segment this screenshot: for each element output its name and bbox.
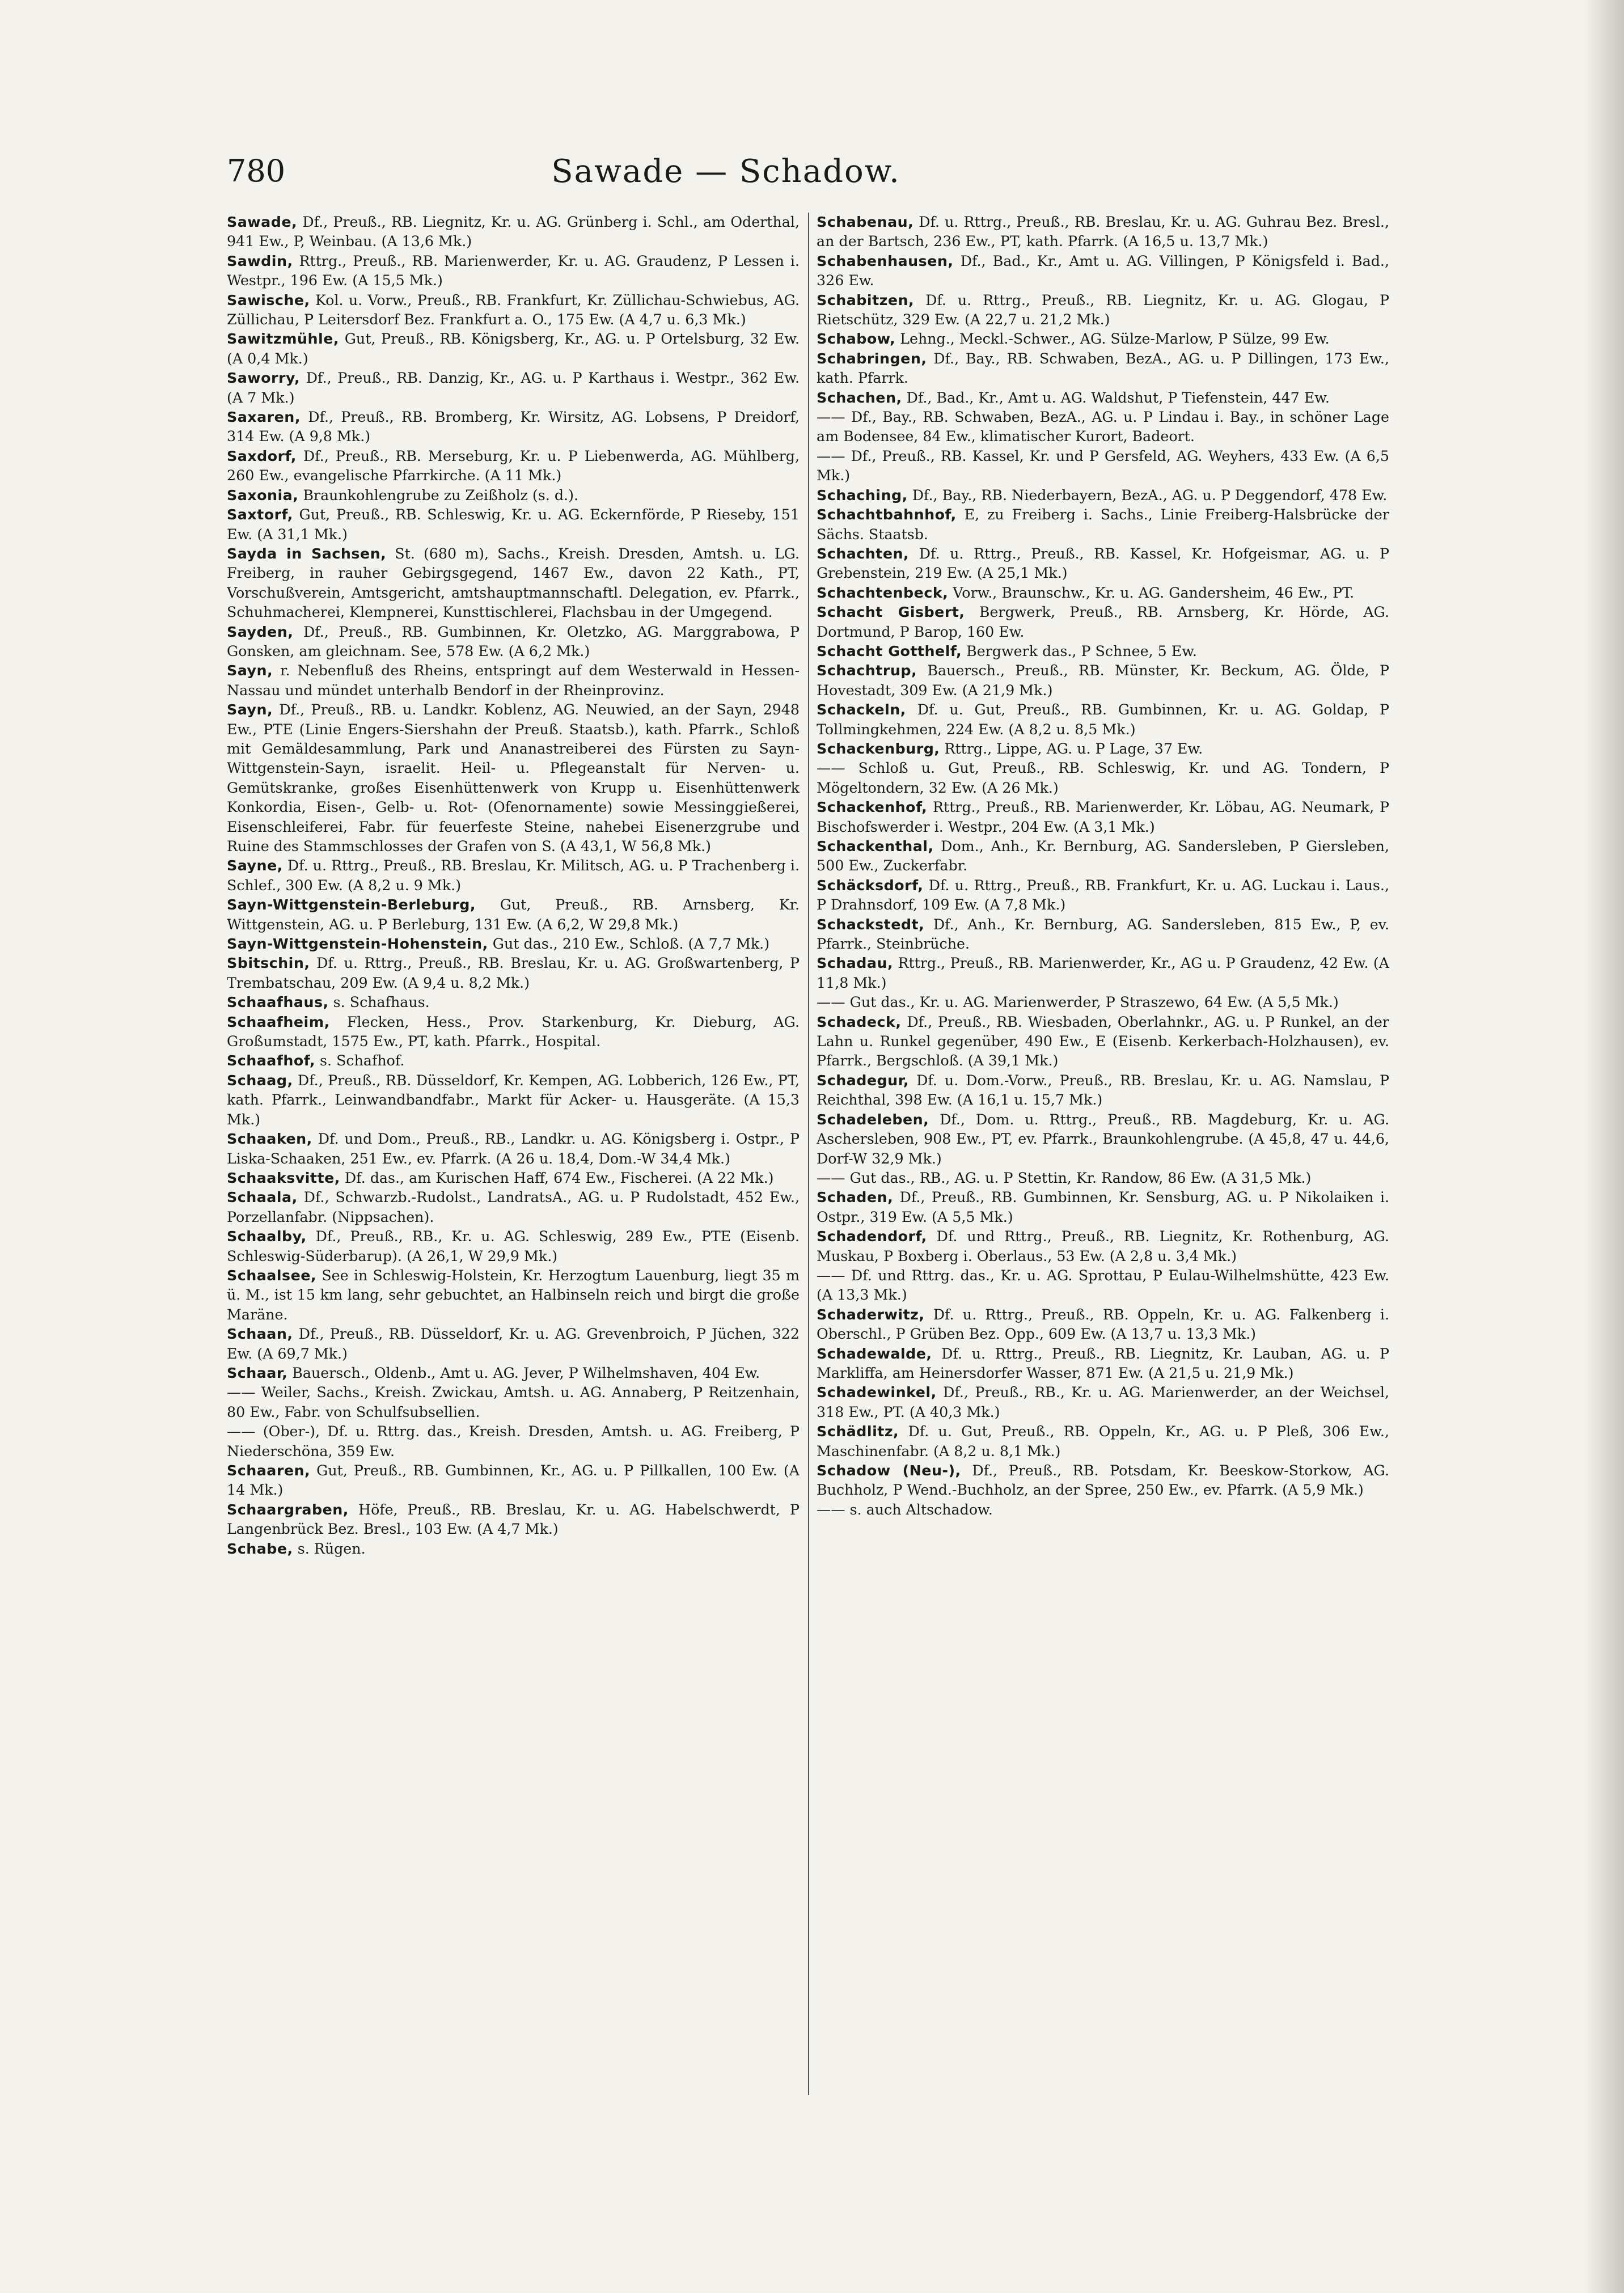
- gazetteer-entry: [817, 1383, 1389, 1422]
- entry-text: Df., Preuß., RB. Merseburg, Kr. u. P Liebenwerda, AG. Mühlberg, 260 Ew., evangelische Pfarrkirche. (A 11 Mk.): [227, 447, 800, 484]
- gazetteer-entry: [227, 1539, 800, 1559]
- entry-text: Df., Preuß., RB. Wiesbaden, Oberlahnkr., AG. u. P Runkel, an der Lahn u. Runkel gegenüber, 490 Ew., E (Eisenb. Kerkerbach-Holzhausen), ev. Pfarrk., Bergschloß. (A 39,1 Mk.): [817, 1013, 1389, 1069]
- entry-headword: Schackeln,: [817, 701, 906, 718]
- entry-headword: Schachten,: [817, 545, 910, 562]
- entry-headword: Sawade,: [227, 214, 298, 230]
- gazetteer-entry: [227, 934, 800, 954]
- entry-headword: Schadendorf,: [817, 1228, 927, 1245]
- gazetteer-entry: [817, 583, 1389, 603]
- entry-headword: Sayda in Sachsen,: [227, 545, 387, 562]
- entry-text: Df., Preuß., RB. Gumbinnen, Kr. Sensburg, AG. u. P Nikolaiken i. Ostpr., 319 Ew. (A 5,5 Mk.): [817, 1189, 1389, 1225]
- entry-headword: Schaan,: [227, 1326, 293, 1343]
- gazetteer-entry: [227, 505, 800, 544]
- entry-text: s. Rügen.: [293, 1540, 366, 1557]
- entry-headword: Schaafhaus,: [227, 994, 329, 1011]
- entry-headword: Schäcksdorf,: [817, 877, 924, 894]
- entry-headword: Schackenburg,: [817, 740, 940, 757]
- gazetteer-entry: [817, 1344, 1389, 1384]
- entry-text: Df. u. Rttrg., Preuß., RB. Liegnitz, Kr. Lauban, AG. u. P Markliffa, am Heinersdorfer Wasser, 871 Ew. (A 21,5 u. 21,9 Mk.): [817, 1345, 1389, 1381]
- gazetteer-entry: [227, 1325, 800, 1364]
- gazetteer-entry: [227, 661, 800, 700]
- entry-text: Gut, Preuß., RB. Arnsberg, Kr. Wittgenstein, AG. u. P Berleburg, 131 Ew. (A 6,2, W 29,8 Mk.): [227, 896, 800, 933]
- entry-text: Df. u. Rttrg., Preuß., RB. Kassel, Kr. Hofgeismar, AG. u. P Grebenstein, 219 Ew. (A 25,1 Mk.): [817, 545, 1389, 582]
- gazetteer-entry: [817, 1110, 1389, 1169]
- gazetteer-entry: [817, 291, 1389, 330]
- entry-headword: Schaargraben,: [227, 1501, 349, 1518]
- entry-text: Dom., Anh., Kr. Bernburg, AG. Sandersleben, P Giersleben, 500 Ew., Zuckerfabr.: [817, 838, 1389, 874]
- running-head: Sawade — Schadow.: [551, 153, 900, 190]
- entry-text: Df., Bad., Kr., Amt u. AG. Villingen, P Königsfeld i. Bad., 326 Ew.: [817, 252, 1389, 289]
- entry-headword: Saxdorf,: [227, 447, 297, 464]
- entry-text: —— Df., Preuß., RB. Kassel, Kr. und P Gersfeld, AG. Weyhers, 433 Ew. (A 6,5 Mk.): [817, 447, 1389, 484]
- entry-headword: Schadeck,: [817, 1013, 902, 1030]
- gazetteer-entry: [227, 1266, 800, 1325]
- gazetteer-entry: [227, 291, 800, 330]
- entry-headword: Schadeleben,: [817, 1111, 929, 1128]
- entry-text: Df. u. Gut, Preuß., RB. Oppeln, Kr., AG. u. P Pleß, 306 Ew., Maschinenfabr. (A 8,2 u. 8,1 Mk.): [817, 1423, 1389, 1459]
- entry-text: Rttrg., Lippe, AG. u. P Lage, 37 Ew.: [940, 740, 1203, 757]
- gazetteer-entry: [817, 798, 1389, 837]
- entry-headword: Schaalsee,: [227, 1267, 317, 1284]
- gazetteer-entry: [817, 1266, 1389, 1305]
- gazetteer-entry: [227, 993, 800, 1012]
- gazetteer-entry: [227, 1013, 800, 1052]
- page-header: [227, 153, 1225, 204]
- gazetteer-entry: [227, 1129, 800, 1169]
- gazetteer-entry: [817, 759, 1389, 798]
- gazetteer-entry: [817, 408, 1389, 447]
- entry-headword: Saxonia,: [227, 486, 299, 504]
- gazetteer-entry: [227, 544, 800, 623]
- gazetteer-entry: [817, 1461, 1389, 1500]
- entry-headword: Sbitschin,: [227, 955, 310, 972]
- entry-headword: Saxtorf,: [227, 506, 293, 523]
- gazetteer-entry: [227, 700, 800, 856]
- gazetteer-entry: [227, 1051, 800, 1071]
- gazetteer-entry: [817, 876, 1389, 915]
- gazetteer-entry: [227, 1383, 800, 1422]
- gazetteer-entry: [227, 447, 800, 486]
- entry-text: Bauersch., Preuß., RB. Münster, Kr. Beckum, AG. Ölde, P Hovestadt, 309 Ew. (A 21,9 Mk.): [817, 662, 1389, 699]
- entry-headword: Schaaksvitte,: [227, 1169, 340, 1186]
- entry-text: —— Gut das., RB., AG. u. P Stettin, Kr. Randow, 86 Ew. (A 31,5 Mk.): [817, 1169, 1312, 1186]
- entry-text: Df. und Dom., Preuß., RB., Landkr. u. AG. Königsberg i. Ostpr., P Liska-Schaaken, 251 Ew., ev. Pfarrk. (A 26 u. 18,4, Dom.-W 34,4 Mk.): [227, 1131, 800, 1167]
- entry-text: —— Df. und Rttrg. das., Kr. u. AG. Sprottau, P Eulau-Wilhelmshütte, 423 Ew. (A 13,3 Mk.): [817, 1267, 1389, 1304]
- entry-text: —— Schloß u. Gut, Preuß., RB. Schleswig, Kr. und AG. Tondern, P Mögeltondern, 32 Ew. (A 26 Mk.): [817, 760, 1389, 796]
- entry-text: Gut, Preuß., RB. Gumbinnen, Kr., AG. u. P Pillkallen, 100 Ew. (A 14 Mk.): [227, 1462, 800, 1499]
- entry-text: Gut, Preuß., RB. Königsberg, Kr., AG. u. P Ortelsburg, 32 Ew. (A 0,4 Mk.): [227, 331, 800, 367]
- entry-text: Df. u. Rttrg., Preuß., RB. Frankfurt, Kr. u. AG. Luckau i. Laus., P Drahnsdorf, 109 Ew. (A 7,8 Mk.): [817, 877, 1389, 913]
- entry-text: Df., Anh., Kr. Bernburg, AG. Sandersleben, 815 Ew., P, ev. Pfarrk., Steinbrüche.: [817, 916, 1389, 953]
- entry-text: Höfe, Preuß., RB. Breslau, Kr. u. AG. Habelschwerdt, P Langenbrück Bez. Bresl., 103 Ew. (A 4,7 Mk.): [227, 1501, 800, 1538]
- page-number: 780: [227, 153, 286, 189]
- entry-headword: Schabe,: [227, 1540, 293, 1557]
- gazetteer-entry: [227, 1500, 800, 1539]
- gazetteer-entry: [817, 447, 1389, 486]
- gazetteer-entry: [227, 1071, 800, 1129]
- entry-headword: Schaden,: [817, 1189, 894, 1206]
- entry-headword: Schaafheim,: [227, 1013, 330, 1030]
- entry-headword: Saxaren,: [227, 409, 301, 426]
- entry-text: Df., Preuß., RB. Liegnitz, Kr. u. AG. Grünberg i. Schl., am Oderthal, 941 Ew., P, Weinbau. (A 13,6 Mk.): [227, 214, 800, 250]
- entry-headword: Schaaren,: [227, 1462, 311, 1479]
- entry-headword: Schachen,: [817, 389, 902, 406]
- entry-text: Df., Preuß., RB. Gumbinnen, Kr. Oletzko, AG. Marggrabowa, P Gonsken, am gleichnam. See, 578 Ew. (A 6,2 Mk.): [227, 623, 800, 659]
- gazetteer-entry: [817, 1013, 1389, 1071]
- entry-text: Df., Preuß., RB., Kr. u. AG. Marienwerder, an der Weichsel, 318 Ew., PT. (A 40,3 Mk.): [817, 1384, 1389, 1420]
- entry-headword: Schachtenbeck,: [817, 584, 949, 601]
- entry-text: Df. u. Rttrg., Preuß., RB. Breslau, Kr. u. AG. Großwartenberg, P Trembatschau, 209 Ew. (A 9,4 u. 8,2 Mk.): [227, 955, 800, 991]
- entry-text: Vorw., Braunschw., Kr. u. AG. Gandersheim, 46 Ew., PT.: [948, 584, 1355, 601]
- entry-text: Df. u. Rttrg., Preuß., RB. Breslau, Kr. u. AG. Guhrau Bez. Bresl., an der Bartsch, 236 Ew., PT, kath. Pfarrk. (A 16,5 u. 13,7 Mk.): [817, 214, 1389, 250]
- gazetteer-entry: [227, 408, 800, 447]
- entry-headword: Schabitzen,: [817, 291, 915, 308]
- entry-text: Bauersch., Oldenb., Amt u. AG. Jever, P Wilhelmshaven, 404 Ew.: [287, 1364, 760, 1381]
- entry-headword: Schadewinkel,: [817, 1384, 937, 1401]
- right-column: [817, 213, 1389, 2118]
- entry-headword: Sayne,: [227, 857, 283, 874]
- gazetteer-entry: [817, 1500, 1389, 1520]
- entry-headword: Sayn,: [227, 701, 273, 718]
- entry-text: Rttrg., Preuß., RB. Marienwerder, Kr. u. AG. Graudenz, P Lessen i. Westpr., 196 Ew. (A 15,5 Mk.): [227, 252, 800, 289]
- entry-text: Df., Preuß., RB. u. Landkr. Koblenz, AG. Neuwied, an der Sayn, 2948 Ew., PTE (Linie Engers-Siershahn der Preuß. Staatsb.), kath. Pfarrk., Schloß mit Gemäldesammlung, Park und Ananastreiberei des Fürsten zu Sayn-Wittgenstein-Sayn, israelit. Heil- u. Pflegeanstalt für Nerven- u. Gemütskranke, großes Eisenhüttenwerk von Krupp u. Eisenhüttenwerk Konkordia, Eisen-, Gelb- u. Rot- (Ofenornamente) sowie Messinggießerei, Eisenschleiferei, Fabr. für feuerfeste Steine, nahebei Eisenerzgrube und Ruine des Stammschlosses der Grafen von S. (A 43,1, W 56,8 Mk.): [227, 701, 800, 854]
- entry-text: Df., Bay., RB. Schwaben, BezA., AG. u. P Dillingen, 173 Ew., kath. Pfarrk.: [817, 350, 1389, 387]
- gazetteer-entry: [227, 369, 800, 408]
- gazetteer-entry: [817, 954, 1389, 993]
- entry-headword: Schadau,: [817, 955, 894, 972]
- scan-edge: [1584, 0, 1624, 2293]
- gazetteer-entry: [817, 1422, 1389, 1461]
- entry-text: —— Gut das., Kr. u. AG. Marienwerder, P Straszewo, 64 Ew. (A 5,5 Mk.): [817, 994, 1339, 1011]
- entry-headword: Schabow,: [817, 331, 896, 348]
- entry-headword: Schaala,: [227, 1189, 298, 1206]
- gazetteer-entry: [817, 505, 1389, 544]
- entry-headword: Schaafhof,: [227, 1052, 315, 1069]
- entry-text: r. Nebenfluß des Rheins, entspringt auf dem Westerwald in Hessen-Nassau und mündet unterhalb Bendorf in der Rheinprovinz.: [227, 662, 800, 699]
- entry-text: Df., Preuß., RB. Danzig, Kr., AG. u. P Karthaus i. Westpr., 362 Ew. (A 7 Mk.): [227, 370, 800, 406]
- gazetteer-entry: [817, 642, 1389, 661]
- entry-headword: Schadegur,: [817, 1072, 910, 1089]
- gazetteer-entry: [817, 1227, 1389, 1266]
- gazetteer-entry: [227, 1422, 800, 1461]
- entry-text: Bergwerk das., P Schnee, 5 Ew.: [962, 642, 1197, 659]
- entry-headword: Schabenau,: [817, 214, 914, 230]
- entry-headword: Schabenhausen,: [817, 252, 954, 269]
- entry-headword: Schachtrup,: [817, 662, 917, 679]
- entry-text: Df., Preuß., RB. Bromberg, Kr. Wirsitz, AG. Lobsens, P Dreidorf, 314 Ew. (A 9,8 Mk.): [227, 409, 800, 445]
- gazetteer-entry: [817, 603, 1389, 642]
- entry-text: s. Schafhaus.: [328, 994, 430, 1011]
- entry-headword: Sawdin,: [227, 252, 293, 269]
- gazetteer-entry: [817, 252, 1389, 291]
- entry-text: Df., Dom. u. Rttrg., Preuß., RB. Magdeburg, Kr. u. AG. Aschersleben, 908 Ew., PT, ev. Pfarrk., Braunkohlengrube. (A 45,8, 47 u. 44,6, Dorf-W 32,9 Mk.): [817, 1111, 1389, 1167]
- entry-text: Rttrg., Preuß., RB. Marienwerder, Kr., AG u. P Graudenz, 42 Ew. (A 11,8 Mk.): [817, 955, 1389, 991]
- entry-text: Df. u. Rttrg., Preuß., RB. Breslau, Kr. Militsch, AG. u. P Trachenberg i. Schlef., 300 Ew. (A 8,2 u. 9 Mk.): [227, 857, 800, 894]
- entry-headword: Sayn-Wittgenstein-Hohenstein,: [227, 936, 488, 953]
- entry-text: Df., Bad., Kr., Amt u. AG. Waldshut, P Tiefenstein, 447 Ew.: [902, 389, 1330, 406]
- entry-headword: Sayn,: [227, 662, 273, 679]
- entry-text: Flecken, Hess., Prov. Starkenburg, Kr. Dieburg, AG. Großumstadt, 1575 Ew., PT, kath. Pfarrk., Hospital.: [227, 1013, 800, 1050]
- entry-headword: Schadewalde,: [817, 1345, 932, 1362]
- entry-headword: Schacht Gotthelf,: [817, 642, 962, 659]
- gazetteer-entry: [227, 1169, 800, 1188]
- gazetteer-entry: [227, 1364, 800, 1383]
- gazetteer-entry: [817, 915, 1389, 954]
- entry-text: s. Schafhof.: [315, 1052, 405, 1069]
- entry-headword: Schadow (Neu-),: [817, 1462, 961, 1479]
- entry-text: —— (Ober-), Df. u. Rttrg. das., Kreish. Dresden, Amtsh. u. AG. Freiberg, P Niederschöna, 359 Ew.: [227, 1423, 800, 1459]
- gazetteer-entry: [227, 213, 800, 252]
- entry-text: Lehng., Meckl.-Schwer., AG. Sülze-Marlow, P Sülze, 99 Ew.: [895, 331, 1330, 348]
- entry-headword: Schackstedt,: [817, 916, 925, 933]
- entry-headword: Sayn-Wittgenstein-Berleburg,: [227, 896, 476, 913]
- entry-text: Gut, Preuß., RB. Schleswig, Kr. u. AG. Eckernförde, P Rieseby, 151 Ew. (A 31,1 Mk.): [227, 506, 800, 543]
- gazetteer-entry: [817, 1071, 1389, 1110]
- entry-text: Df., Schwarzb.-Rudolst., LandratsA., AG. u. P Rudolstadt, 452 Ew., Porzellanfabr. (Nippsachen).: [227, 1189, 800, 1225]
- entry-text: Df., Bay., RB. Niederbayern, BezA., AG. u. P Deggendorf, 478 Ew.: [907, 486, 1388, 504]
- entry-text: —— Df., Bay., RB. Schwaben, BezA., AG. u. P Lindau i. Bay., in schöner Lage am Bodensee, 84 Ew., klimatischer Kurort, Badeort.: [817, 409, 1389, 445]
- entry-text: Df. u. Gut, Preuß., RB. Gumbinnen, Kr. u. AG. Goldap, P Tollmingkehmen, 224 Ew. (A 8,2 u. 8,5 Mk.): [817, 701, 1389, 738]
- entry-headword: Schaching,: [817, 486, 908, 504]
- entry-headword: Schachtbahnhof,: [817, 506, 957, 523]
- entry-text: Braunkohlengrube zu Zeißholz (s. d.).: [298, 486, 578, 504]
- column-divider: [808, 213, 809, 2095]
- entry-headword: Schackenhof,: [817, 799, 928, 816]
- gazetteer-entry: [227, 623, 800, 662]
- entry-headword: Schaar,: [227, 1364, 288, 1381]
- gazetteer-entry: [817, 486, 1389, 505]
- entry-headword: Saworry,: [227, 370, 301, 387]
- gazetteer-entry: [227, 954, 800, 993]
- entry-text: Bergwerk, Preuß., RB. Arnsberg, Kr. Hörde, AG. Dortmund, P Barop, 160 Ew.: [817, 604, 1389, 640]
- entry-headword: Schädlitz,: [817, 1423, 899, 1440]
- gazetteer-entry: [817, 700, 1389, 739]
- gazetteer-entry: [817, 739, 1389, 759]
- gazetteer-entry: [817, 213, 1389, 252]
- entry-text: Df., Preuß., RB. Potsdam, Kr. Beeskow-Storkow, AG. Buchholz, P Wend.-Buchholz, an der Spree, 250 Ew., ev. Pfarrk. (A 5,9 Mk.): [817, 1462, 1389, 1499]
- entry-headword: Schaag,: [227, 1072, 293, 1089]
- gazetteer-entry: [227, 329, 800, 369]
- entry-headword: Schaaken,: [227, 1131, 312, 1148]
- entry-text: Df., Preuß., RB. Düsseldorf, Kr. Kempen, AG. Lobberich, 126 Ew., PT, kath. Pfarrk., Leinwandbandfabr., Markt für Acker- u. Hausgeräte. (A 15,3 Mk.): [227, 1072, 800, 1128]
- gazetteer-entry: [227, 856, 800, 895]
- gazetteer-entry: [817, 388, 1389, 408]
- entry-text: Df., Preuß., RB., Kr. u. AG. Schleswig, 289 Ew., PTE (Eisenb. Schleswig-Süderbarup). (A 26,1, W 29,9 Mk.): [227, 1228, 800, 1264]
- gazetteer-entry: [227, 252, 800, 291]
- gazetteer-entry: [817, 329, 1389, 349]
- gazetteer-entry: [817, 661, 1389, 700]
- entry-headword: Schackenthal,: [817, 838, 934, 854]
- gazetteer-entry: [817, 1169, 1389, 1188]
- entry-headword: Sawische,: [227, 291, 310, 308]
- gazetteer-entry: [227, 895, 800, 934]
- gazetteer-entry: [817, 993, 1389, 1012]
- entry-text: Df. das., am Kurischen Haff, 674 Ew., Fischerei. (A 22 Mk.): [340, 1169, 774, 1186]
- entry-text: Df. u. Dom.-Vorw., Preuß., RB. Breslau, Kr. u. AG. Namslau, P Reichthal, 398 Ew. (A 16,1 u. 15,7 Mk.): [817, 1072, 1389, 1109]
- gazetteer-entry: [227, 486, 800, 505]
- entry-text: St. (680 m), Sachs., Kreish. Dresden, Amtsh. u. LG. Freiberg, in rauher Gebirgsgegend, 1467 Ew., davon 22 Kath., PT, Vorschußverein, Amtsgericht, amtshauptmannschaftl. Delegation, ev. Pfarrk., Schuhmacherei, Klempnerei, Kunsttischlerei, Flachsbau in der Umgegend.: [227, 545, 800, 621]
- entry-text: —— s. auch Altschadow.: [817, 1501, 993, 1518]
- gazetteer-entry: [817, 349, 1389, 388]
- entry-text: Df., Preuß., RB. Düsseldorf, Kr. u. AG. Grevenbroich, P Jüchen, 322 Ew. (A 69,7 Mk.): [227, 1326, 800, 1362]
- entry-text: Df. u. Rttrg., Preuß., RB. Oppeln, Kr. u. AG. Falkenberg i. Oberschl., P Grüben Bez. Opp., 609 Ew. (A 13,7 u. 13,3 Mk.): [817, 1306, 1389, 1343]
- gazetteer-entry: [227, 1188, 800, 1227]
- entry-headword: Schabringen,: [817, 350, 927, 367]
- entry-text: Kol. u. Vorw., Preuß., RB. Frankfurt, Kr. Züllichau-Schwiebus, AG. Züllichau, P Leitersdorf Bez. Frankfurt a. O., 175 Ew. (A 4,7 u. 6,3 Mk.): [227, 291, 800, 328]
- gazetteer-entry: [817, 1188, 1389, 1227]
- gazetteer-entry: [817, 544, 1389, 583]
- entry-text: Gut das., 210 Ew., Schloß. (A 7,7 Mk.): [488, 936, 770, 953]
- gazetteer-entry: [817, 837, 1389, 876]
- gazetteer-entry: [817, 1305, 1389, 1344]
- entry-headword: Schaalby,: [227, 1228, 307, 1245]
- entry-text: Rttrg., Preuß., RB. Marienwerder, Kr. Löbau, AG. Neumark, P Bischofswerder i. Westpr., 204 Ew. (A 3,1 Mk.): [817, 799, 1389, 835]
- gazetteer-entry: [227, 1227, 800, 1266]
- gazetteer-entry: [227, 1461, 800, 1500]
- entry-headword: Sawitzmühle,: [227, 331, 339, 348]
- entry-text: Df. u. Rttrg., Preuß., RB. Liegnitz, Kr. u. AG. Glogau, P Rietschütz, 329 Ew. (A 22,7 u. 21,2 Mk.): [817, 291, 1389, 328]
- entry-headword: Schacht Gisbert,: [817, 604, 965, 621]
- entry-text: E, zu Freiberg i. Sachs., Linie Freiberg-Halsbrücke der Sächs. Staatsb.: [817, 506, 1389, 543]
- entry-headword: Sayden,: [227, 623, 294, 640]
- entry-text: Df. und Rttrg., Preuß., RB. Liegnitz, Kr. Rothenburg, AG. Muskau, P Boxberg i. Oberlaus., 53 Ew. (A 2,8 u. 3,4 Mk.): [817, 1228, 1389, 1264]
- entry-headword: Schaderwitz,: [817, 1306, 925, 1323]
- entry-text: —— Weiler, Sachs., Kreish. Zwickau, Amtsh. u. AG. Annaberg, P Reitzenhain, 80 Ew., Fabr. von Schulfsubsellien.: [227, 1384, 800, 1420]
- entry-text: See in Schleswig-Holstein, Kr. Herzogtum Lauenburg, liegt 35 m ü. M., ist 15 km lang, sehr gebuchtet, an Halbinseln reich und birgt die große Maräne.: [227, 1267, 800, 1323]
- left-column: [227, 213, 800, 2118]
